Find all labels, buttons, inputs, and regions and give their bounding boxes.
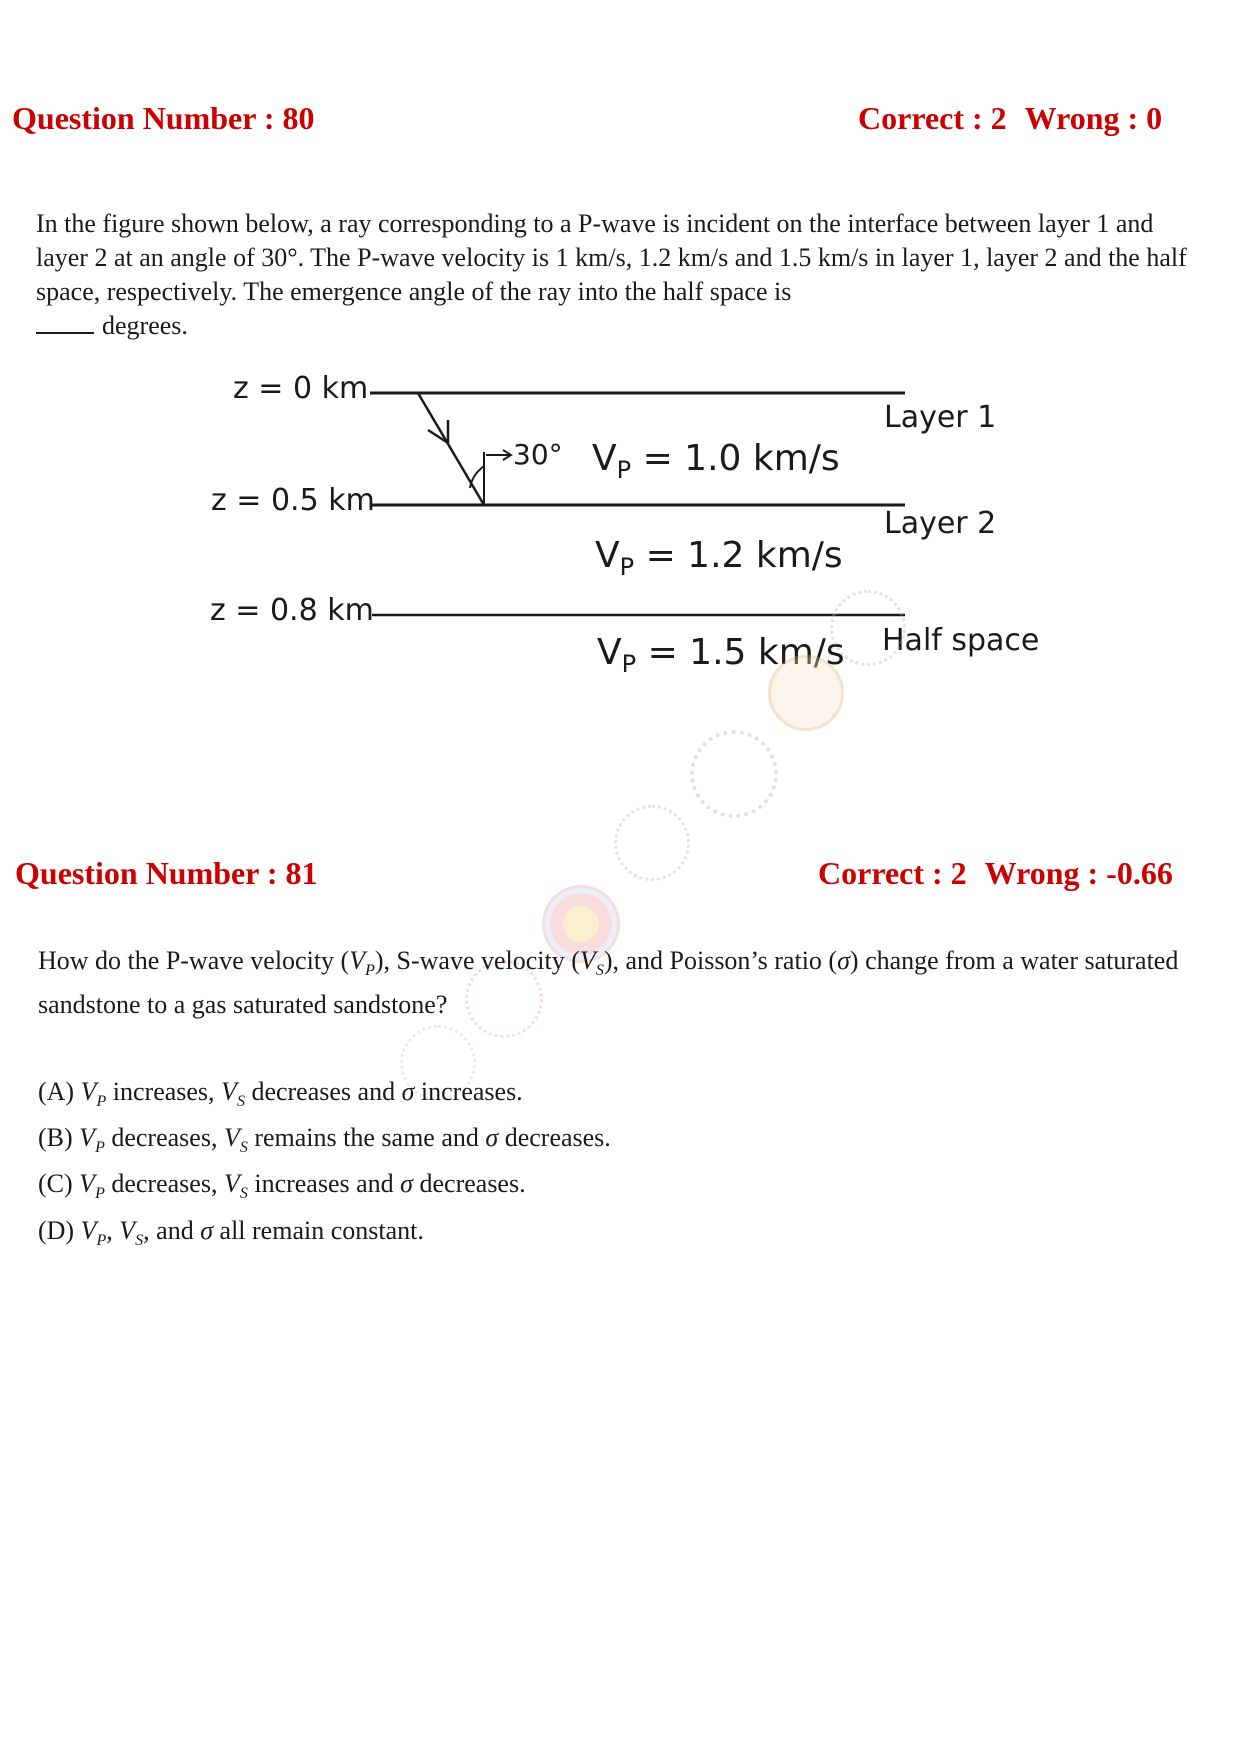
option-d[interactable]: (D) $V_P$, $V_S$, and σ all remain constant. bbox=[38, 1215, 424, 1249]
correct-marks-81: Correct : 2 bbox=[818, 855, 967, 891]
velocity-half-space: $V_P = 1.5$ km/s bbox=[597, 632, 845, 679]
question-units-80: degrees. bbox=[102, 311, 188, 340]
layer-figure-lines bbox=[0, 360, 1240, 840]
incident-ray bbox=[418, 393, 484, 505]
watermark-seal-1 bbox=[830, 590, 906, 666]
incidence-angle-label: 30° bbox=[513, 438, 563, 471]
question-body-80: In the figure shown below, a ray corresponding to a P-wave is incident on the interface between layer 1 and layer 2 at an angle of 30°. The P-wave velocity is 1 km/s, 1.2 km/s and 1.5 km/s in layer 1, layer 2 and the half space, respectively. The emergence angle of the ray into the half space is bbox=[36, 209, 1187, 306]
velocity-layer-2: $V_P = 1.2$ km/s bbox=[595, 535, 843, 582]
wrong-marks-81: Wrong : -0.66 bbox=[984, 855, 1173, 891]
layer-figure bbox=[0, 360, 1240, 840]
answer-blank bbox=[36, 310, 94, 334]
option-a[interactable]: (A) $V_P$ increases, $V_S$ decreases and σ increases. bbox=[38, 1077, 523, 1111]
option-c[interactable]: (C) $V_P$ decreases, $V_S$ increases and σ decreases. bbox=[38, 1169, 526, 1203]
half-space-label: Half space bbox=[882, 623, 1040, 658]
velocity-layer-1: $V_P = 1.0$ km/s bbox=[592, 438, 840, 485]
answer-options bbox=[38, 1074, 611, 1259]
depth-label-0: z = 0 km bbox=[233, 371, 369, 406]
correct-marks-80: Correct : 2 bbox=[858, 100, 1007, 136]
question-text-81: How do the P-wave velocity $(V_P)$, S-wave velocity $(V_S)$, and Poisson’s ratio (σ) change from a water saturated sandstone to a gas saturated sandstone? bbox=[38, 946, 1179, 1020]
watermark-seal-4 bbox=[614, 805, 690, 881]
question-text-80 bbox=[36, 207, 1211, 343]
question-number-80: Question Number : 80 bbox=[12, 100, 315, 136]
depth-label-05: z = 0.5 km bbox=[211, 483, 375, 518]
layer-2-label: Layer 2 bbox=[884, 506, 997, 541]
depth-label-08: z = 0.8 km bbox=[210, 593, 374, 628]
layer-1-label: Layer 1 bbox=[884, 400, 997, 435]
marks-81 bbox=[818, 855, 1173, 892]
watermark-seal-2 bbox=[768, 655, 844, 731]
marks-80 bbox=[858, 100, 1162, 137]
wrong-marks-80: Wrong : 0 bbox=[1024, 100, 1163, 136]
option-b[interactable]: (B) $V_P$ decreases, $V_S$ remains the same and σ decreases. bbox=[38, 1123, 611, 1157]
question-number-81: Question Number : 81 bbox=[15, 855, 318, 891]
watermark-seal-3 bbox=[690, 730, 778, 818]
